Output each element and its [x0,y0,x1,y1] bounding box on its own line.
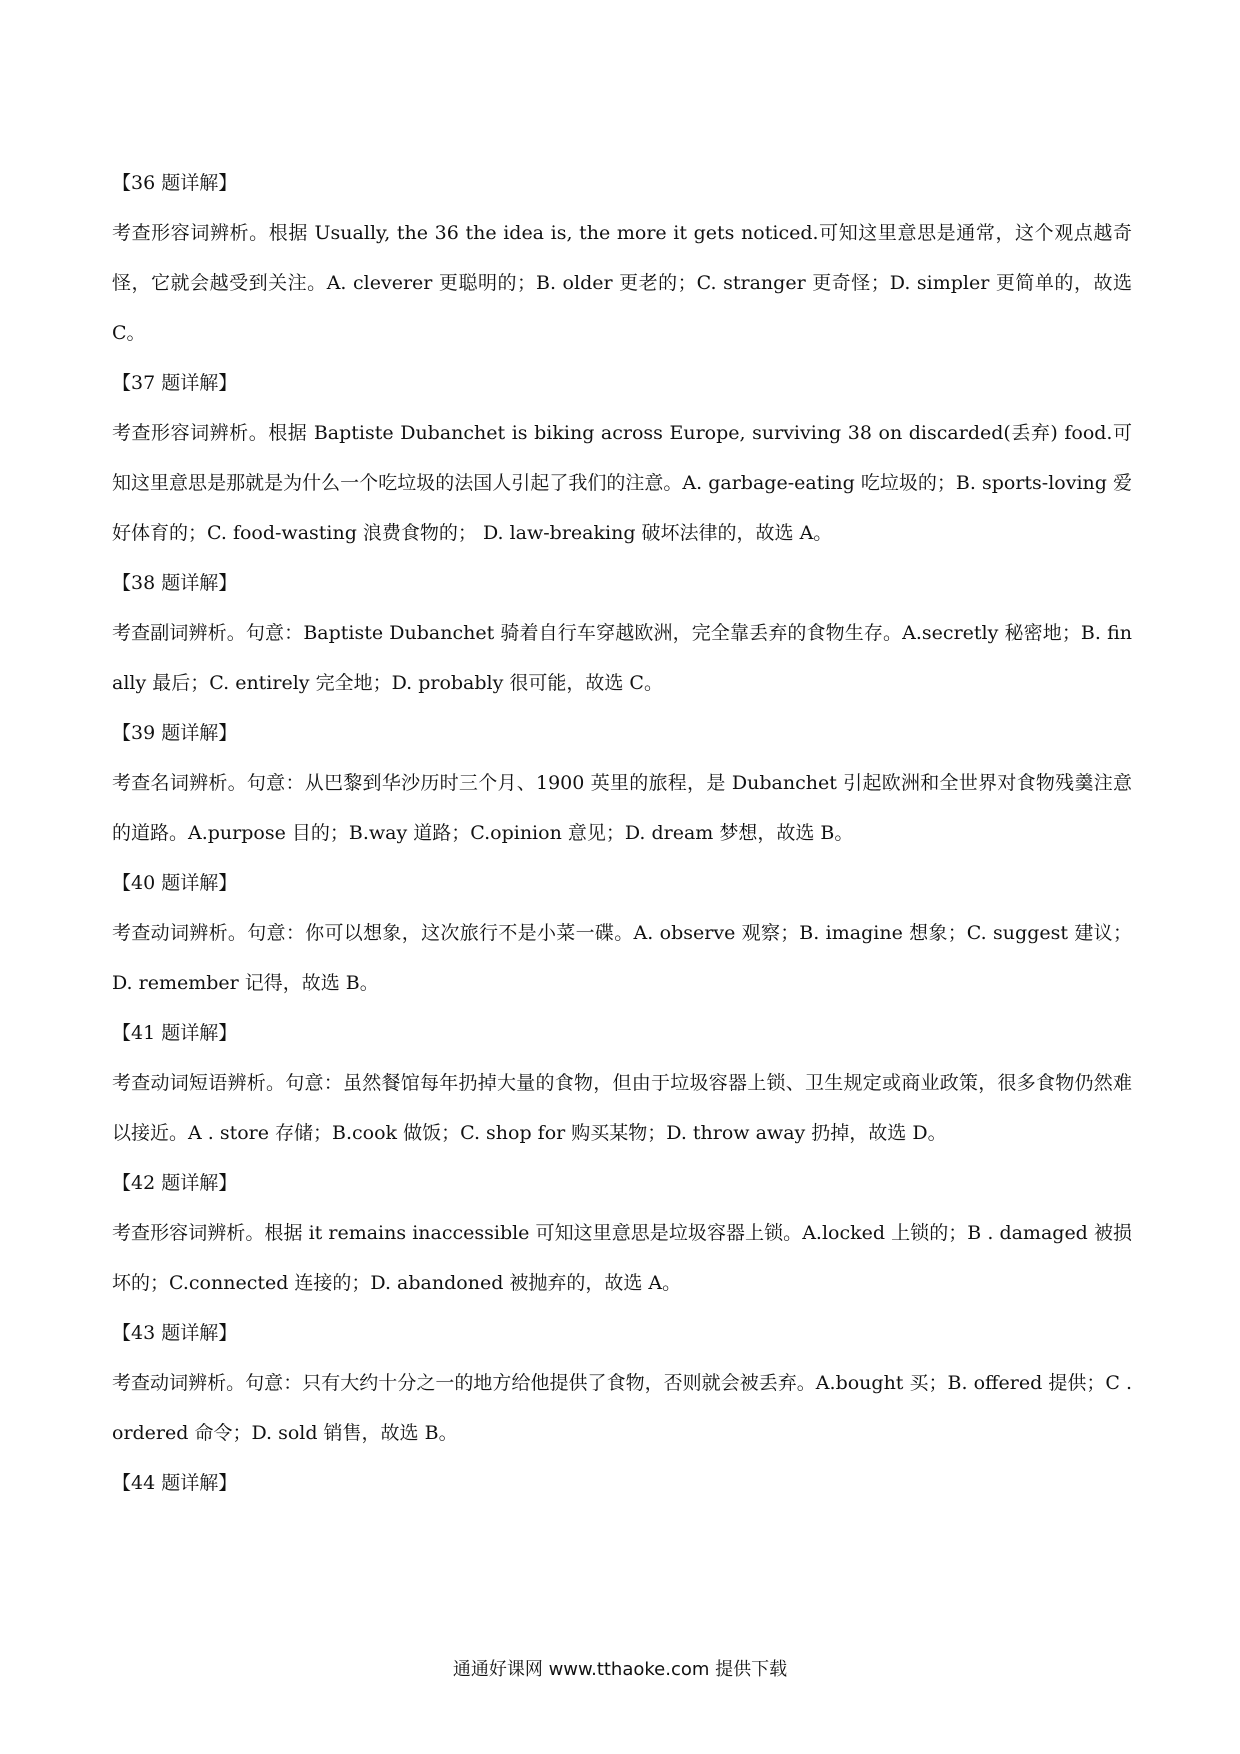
explanation-43 [112,1308,1132,1458]
section-heading: 【36 题详解】 [112,172,238,194]
explanation-44 [112,1458,1132,1508]
section-body: 考查动词辨析。句意：只有大约十分之一的地方给他提供了食物，否则就会被丢弃。A.bought 买；B. offered 提供；C . ordered 命令；D. sold 销售，故选 B。 [112,1372,1132,1444]
document-content [112,158,1132,1508]
section-heading: 【42 题详解】 [112,1172,238,1194]
page-footer: 通通好课网 www.tthaoke.com 提供下载 [452,1659,788,1680]
explanation-40 [112,858,1132,1008]
section-heading: 【40 题详解】 [112,872,238,894]
explanation-36 [112,158,1132,358]
section-body: 考查名词辨析。句意：从巴黎到华沙历时三个月、1900 英里的旅程，是 Dubanchet 引起欧洲和全世界对食物残羹注意的道路。A.purpose 目的；B.way 道路；C.opinion 意见；D. dream 梦想，故选 B。 [112,772,1132,844]
section-heading: 【41 题详解】 [112,1022,238,1044]
section-body: 考查形容词辨析。根据 Usually, the 36 the idea is, the more it gets noticed.可知这里意思是通常，这个观点越奇怪，它就会越受到关注。A. cleverer 更聪明的；B. older 更老的；C. stranger 更奇怪；D. simpler 更简单的，故选 C。 [112,222,1132,344]
section-heading: 【37 题详解】 [112,372,238,394]
section-body: 考查形容词辨析。根据 Baptiste Dubanchet is biking across Europe, surviving 38 on discarded(丢弃) food.可知这里意思是那就是为什么一个吃垃圾的法国人引起了我们的注意。A. garbage-eating 吃垃圾的；B. sports-loving 爱好体育的；C. food-wasting 浪费食物的； D. law-breaking 破坏法律的，故选 A。 [112,422,1132,544]
explanation-39 [112,708,1132,858]
section-heading: 【44 题详解】 [112,1472,238,1494]
section-heading: 【43 题详解】 [112,1322,238,1344]
explanation-41 [112,1008,1132,1158]
explanation-42 [112,1158,1132,1308]
explanation-38 [112,558,1132,708]
explanation-37 [112,358,1132,558]
section-body: 考查形容词辨析。根据 it remains inaccessible 可知这里意思是垃圾容器上锁。A.locked 上锁的；B . damaged 被损坏的；C.connected 连接的；D. abandoned 被抛弃的，故选 A。 [112,1222,1132,1294]
section-body: 考查动词短语辨析。句意：虽然餐馆每年扔掉大量的食物，但由于垃圾容器上锁、卫生规定或商业政策，很多食物仍然难以接近。A . store 存储；B.cook 做饭；C. shop for 购买某物；D. throw away 扔掉，故选 D。 [112,1072,1132,1144]
section-body: 考查副词辨析。句意：Baptiste Dubanchet 骑着自行车穿越欧洲，完全靠丢弃的食物生存。A.secretly 秘密地；B. finally 最后；C. entirely 完全地；D. probably 很可能，故选 C。 [112,622,1132,694]
section-heading: 【39 题详解】 [112,722,238,744]
section-heading: 【38 题详解】 [112,572,238,594]
section-body: 考查动词辨析。句意：你可以想象，这次旅行不是小菜一碟。A. observe 观察；B. imagine 想象；C. suggest 建议；D. remember 记得，故选 B。 [112,922,1132,994]
